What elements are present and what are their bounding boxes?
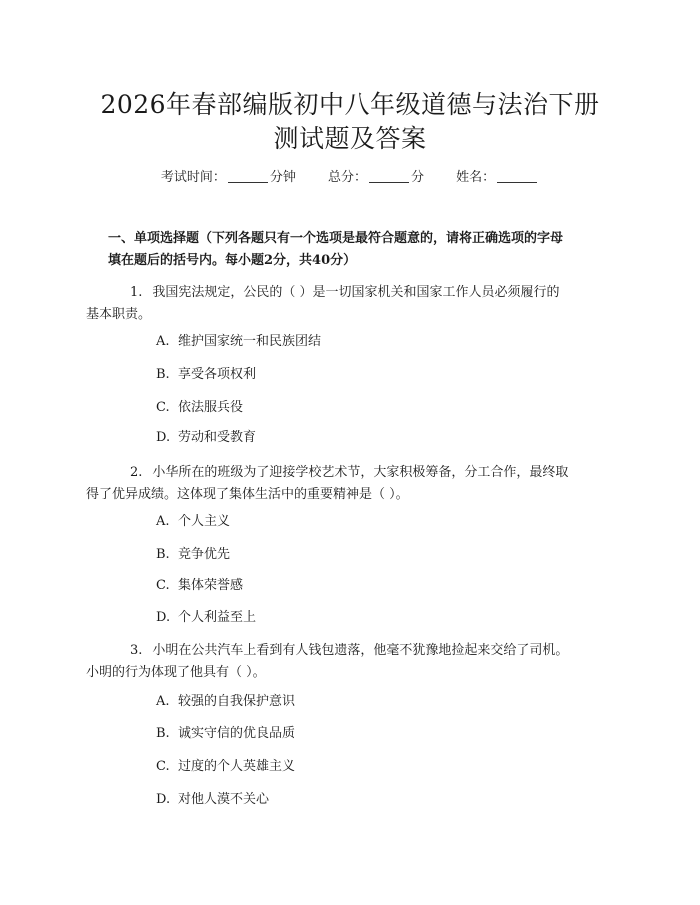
option-text: 劳动和受教育 bbox=[178, 430, 257, 445]
option-text: 享受各项权利 bbox=[178, 367, 257, 382]
total-score-unit: 分 bbox=[411, 170, 425, 185]
name-field bbox=[456, 168, 539, 188]
question-stem-line2: 小明的行为体现了他具有（ ）。 bbox=[86, 665, 266, 680]
name-label: 姓名： bbox=[456, 170, 496, 185]
option-text: 过度的个人英雄主义 bbox=[178, 759, 296, 774]
option-letter: B. bbox=[156, 726, 170, 741]
option-letter: A. bbox=[156, 514, 170, 529]
option-item bbox=[156, 428, 256, 448]
question-stem-line1: 小华所在的班级为了迎接学校艺术节，大家积极筹备，分工合作，最终取 bbox=[152, 465, 569, 480]
total-score-field bbox=[328, 168, 424, 188]
option-text: 依法服兵役 bbox=[178, 400, 244, 415]
question-number: 1. bbox=[130, 285, 143, 300]
option-letter: B. bbox=[156, 367, 170, 382]
exam-time-blank bbox=[228, 168, 268, 183]
exam-time-field bbox=[161, 168, 296, 188]
option-letter: D. bbox=[156, 430, 171, 445]
option-text: 个人利益至上 bbox=[178, 610, 257, 625]
section-header bbox=[108, 228, 598, 272]
option-letter: C. bbox=[156, 759, 170, 774]
question-stem-line1: 小明在公共汽车上看到有人钱包遗落，他毫不犹豫地捡起来交给了司机。 bbox=[152, 643, 569, 658]
exam-time-label: 考试时间： bbox=[160, 170, 226, 185]
option-text: 集体荣誉感 bbox=[178, 578, 244, 593]
exam-time-unit: 分钟 bbox=[269, 170, 296, 185]
option-item bbox=[156, 512, 230, 532]
option-text: 对他人漠不关心 bbox=[178, 792, 270, 807]
option-letter: A. bbox=[156, 694, 170, 709]
name-blank bbox=[497, 168, 537, 183]
option-letter: C. bbox=[156, 400, 170, 415]
question-stem-line2: 得了优异成绩。这体现了集体生活中的重要精神是（ ）。 bbox=[86, 487, 409, 502]
page-title-line2: 测试题及答案 bbox=[273, 124, 427, 153]
exam-info-row bbox=[0, 168, 700, 188]
question-number: 2. bbox=[130, 465, 143, 480]
total-score-label: 总分： bbox=[327, 170, 367, 185]
option-letter: A. bbox=[156, 334, 170, 349]
option-letter: D. bbox=[156, 792, 171, 807]
option-item bbox=[156, 365, 256, 385]
option-item bbox=[156, 608, 256, 628]
question-stem-line1: 我国宪法规定，公民的（ ）是一切国家机关和国家工作人员必须履行的 bbox=[152, 285, 560, 300]
option-letter: D. bbox=[156, 610, 171, 625]
option-text: 维护国家统一和民族团结 bbox=[178, 334, 322, 349]
option-item bbox=[156, 724, 295, 744]
option-item bbox=[156, 332, 321, 352]
question-number: 3. bbox=[130, 643, 143, 658]
question-stem-line2: 基本职责。 bbox=[86, 307, 152, 322]
page-title-line1: 2026年春部编版初中八年级道德与法治下册 bbox=[100, 90, 600, 119]
question-stem bbox=[86, 462, 598, 506]
option-item bbox=[156, 790, 269, 810]
section-header-line1: 一、单项选择题（下列各题只有一个选项是最符合题意的，请将正确选项的字母 bbox=[108, 231, 564, 246]
option-item bbox=[156, 576, 243, 596]
option-text: 诚实守信的优良品质 bbox=[178, 726, 296, 741]
question-stem bbox=[86, 640, 598, 684]
section-header-line2: 填在题后的括号内。每小题2分，共40分） bbox=[108, 253, 357, 268]
option-item bbox=[156, 757, 295, 777]
option-item bbox=[156, 398, 243, 418]
option-letter: B. bbox=[156, 547, 170, 562]
option-text: 个人主义 bbox=[178, 514, 231, 529]
option-letter: C. bbox=[156, 578, 170, 593]
option-text: 较强的自我保护意识 bbox=[178, 694, 296, 709]
option-text: 竞争优先 bbox=[178, 547, 231, 562]
option-item bbox=[156, 545, 230, 565]
total-score-blank bbox=[369, 168, 409, 183]
option-item bbox=[156, 692, 295, 712]
question-stem bbox=[86, 282, 598, 326]
